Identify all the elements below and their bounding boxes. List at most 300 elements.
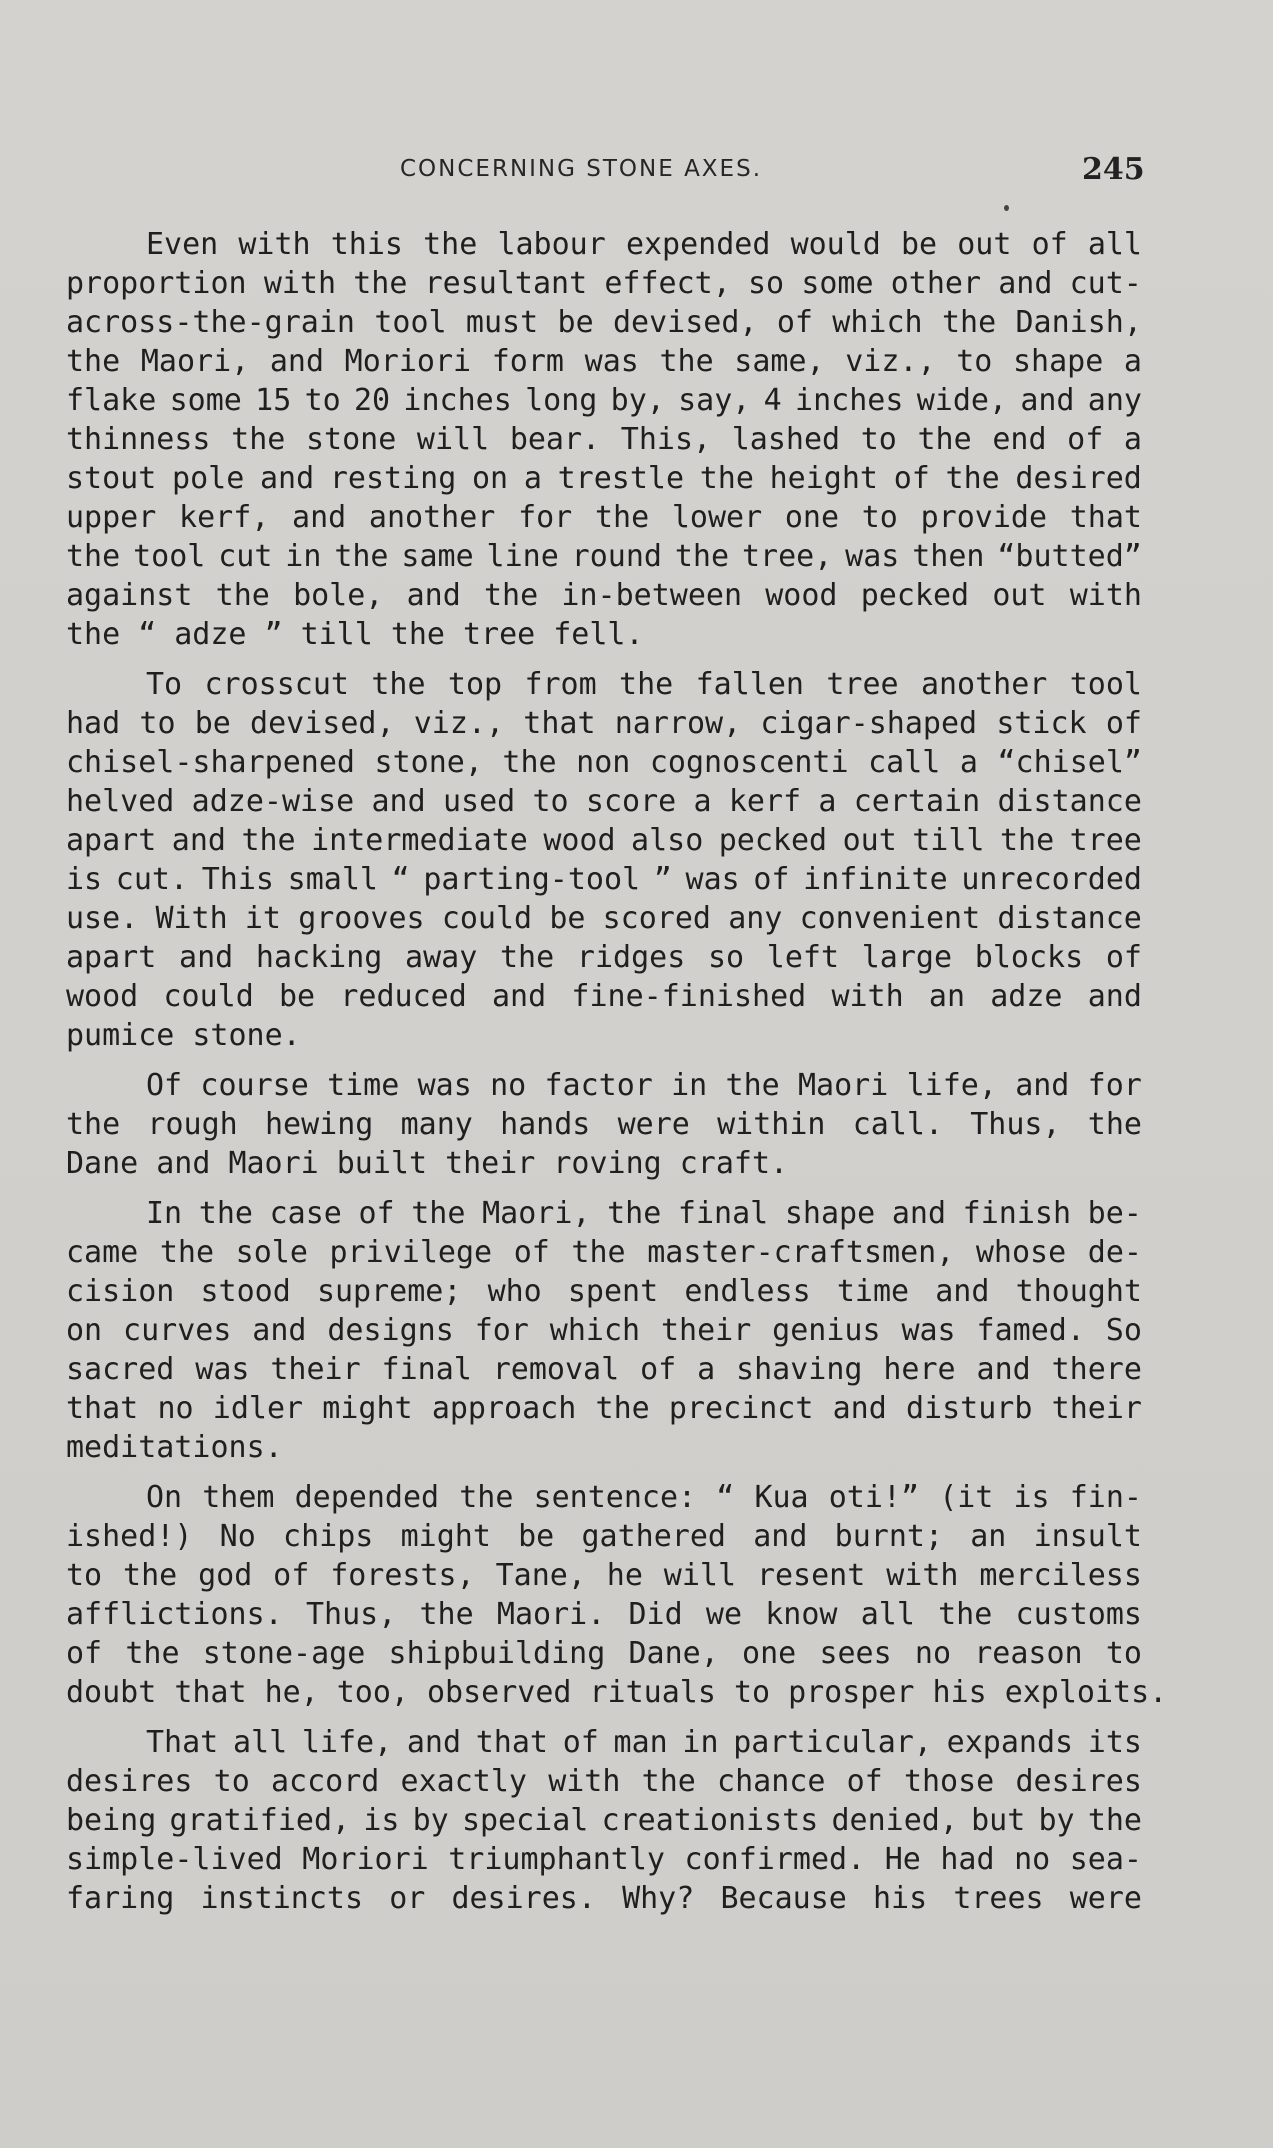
text-line bbox=[66, 1389, 1142, 1428]
word: special bbox=[461, 1803, 589, 1838]
word: the bbox=[66, 344, 121, 379]
text-line bbox=[66, 459, 1142, 498]
word: of bbox=[1105, 706, 1142, 741]
word: the bbox=[66, 539, 121, 574]
word: the bbox=[674, 539, 730, 574]
word: top bbox=[447, 667, 503, 702]
word: might bbox=[400, 1519, 491, 1554]
paragraph bbox=[66, 665, 1142, 1055]
word: of bbox=[753, 862, 790, 897]
paragraph bbox=[66, 1194, 1142, 1467]
word: no bbox=[490, 1068, 527, 1103]
word: tree bbox=[826, 667, 899, 702]
word: precinct bbox=[668, 1391, 814, 1426]
word: “butted” bbox=[997, 539, 1142, 574]
word: some bbox=[169, 383, 242, 418]
word: Maori. bbox=[496, 1597, 606, 1632]
word: could bbox=[441, 901, 533, 936]
word: Dane bbox=[66, 1146, 139, 1181]
text-line bbox=[66, 1840, 1142, 1879]
word: the bbox=[215, 578, 270, 613]
word: crosscut bbox=[204, 667, 349, 702]
text-line bbox=[66, 381, 1142, 420]
text-line bbox=[66, 1428, 1142, 1467]
word: time bbox=[836, 1274, 910, 1309]
word: the bbox=[159, 1235, 215, 1270]
word: call. bbox=[852, 1107, 944, 1142]
word: came bbox=[66, 1235, 139, 1270]
word: also bbox=[631, 823, 704, 858]
word: spent bbox=[567, 1274, 659, 1309]
word: apart bbox=[66, 940, 157, 975]
word: same bbox=[401, 539, 474, 574]
word: tool bbox=[133, 539, 206, 574]
word: that bbox=[66, 1391, 139, 1426]
word: trestle bbox=[557, 461, 685, 496]
word: approach bbox=[431, 1391, 577, 1426]
word: and bbox=[753, 1519, 808, 1554]
word: devised, bbox=[250, 706, 395, 741]
word: a bbox=[697, 1352, 716, 1387]
word: the bbox=[917, 422, 972, 457]
word: by, bbox=[610, 383, 665, 418]
word: customs bbox=[1015, 1597, 1142, 1632]
word: To bbox=[146, 667, 183, 702]
word: to bbox=[66, 1558, 103, 1593]
word: “ bbox=[138, 617, 157, 652]
word: factor bbox=[544, 1068, 653, 1103]
word: bole, bbox=[293, 578, 384, 613]
word: we bbox=[705, 1597, 743, 1632]
word: disturb bbox=[906, 1391, 1033, 1426]
word: any bbox=[728, 901, 783, 936]
word: the bbox=[941, 305, 997, 340]
text-line bbox=[66, 665, 1142, 704]
word: the bbox=[659, 344, 714, 379]
word: he, bbox=[264, 1675, 319, 1710]
word: of bbox=[640, 1352, 677, 1387]
text-line bbox=[66, 743, 1142, 782]
text-line bbox=[66, 782, 1142, 821]
word: stone-age bbox=[202, 1636, 366, 1671]
word: This, bbox=[620, 422, 712, 457]
word: and bbox=[1020, 383, 1075, 418]
word: for bbox=[518, 500, 573, 535]
word: large bbox=[861, 940, 953, 975]
word: gratified, bbox=[169, 1803, 351, 1838]
paragraph bbox=[66, 1478, 1168, 1712]
word: adze-wise bbox=[191, 784, 355, 819]
word: their bbox=[660, 1313, 752, 1348]
word: away bbox=[405, 940, 478, 975]
word: to bbox=[1105, 1636, 1142, 1671]
word: from bbox=[524, 667, 597, 702]
word: in bbox=[285, 539, 322, 574]
text-line bbox=[66, 1762, 1142, 1801]
word: his bbox=[932, 1675, 987, 1710]
word: meditations. bbox=[66, 1430, 283, 1465]
word: no bbox=[914, 1636, 952, 1671]
word: sentence: bbox=[533, 1480, 697, 1515]
word: wide, bbox=[916, 383, 1008, 418]
word: which bbox=[832, 305, 923, 340]
word: the bbox=[619, 667, 674, 702]
word: small bbox=[287, 862, 378, 897]
word: tree, bbox=[741, 539, 833, 574]
word: across-the-grain bbox=[66, 305, 355, 340]
word: the bbox=[594, 500, 650, 535]
word: craft. bbox=[679, 1146, 789, 1181]
word: scored bbox=[602, 901, 711, 936]
word: 4 bbox=[763, 383, 782, 418]
word: was bbox=[584, 344, 639, 379]
word: On bbox=[146, 1480, 183, 1515]
word: Dane, bbox=[628, 1636, 719, 1671]
word: so bbox=[748, 266, 785, 301]
word: resultant bbox=[424, 266, 588, 301]
text-line bbox=[66, 899, 1142, 938]
word: narrow, bbox=[614, 706, 742, 741]
word: course bbox=[200, 1068, 309, 1103]
word: idler bbox=[212, 1391, 304, 1426]
word: all bbox=[1087, 227, 1142, 262]
word: Maori, bbox=[482, 1196, 591, 1231]
word: out bbox=[957, 227, 1012, 262]
word: So bbox=[1105, 1313, 1142, 1348]
word: rough bbox=[147, 1107, 238, 1142]
word: (it bbox=[939, 1480, 994, 1515]
word: be bbox=[901, 227, 938, 262]
word: Maori bbox=[228, 1146, 319, 1181]
word: the bbox=[1087, 1107, 1142, 1142]
word: chance bbox=[717, 1764, 826, 1799]
word: in-between bbox=[561, 578, 743, 613]
word: the bbox=[945, 461, 1000, 496]
word: and bbox=[891, 1196, 947, 1231]
word: desires bbox=[1015, 1764, 1142, 1799]
word: of bbox=[1031, 227, 1068, 262]
word: blocks bbox=[974, 940, 1084, 975]
word: wood bbox=[66, 979, 139, 1014]
word: resting bbox=[329, 461, 457, 496]
word: viz., bbox=[845, 344, 936, 379]
word: and bbox=[269, 344, 325, 379]
word: there bbox=[1051, 1352, 1142, 1387]
word: gathered bbox=[581, 1519, 726, 1554]
body-text bbox=[66, 225, 1168, 1929]
word: ished!) bbox=[66, 1519, 193, 1554]
word: shape bbox=[1012, 344, 1104, 379]
word: round bbox=[571, 539, 662, 574]
word: some bbox=[801, 266, 874, 301]
word: and bbox=[156, 1146, 211, 1181]
word: his bbox=[873, 1881, 928, 1916]
word: master-craftsmen, bbox=[647, 1235, 955, 1270]
word: no bbox=[157, 1391, 194, 1426]
word: within bbox=[717, 1107, 826, 1142]
word: curves bbox=[123, 1313, 232, 1348]
word: de- bbox=[1087, 1235, 1142, 1270]
word: and bbox=[832, 1391, 887, 1426]
word: will bbox=[416, 422, 490, 457]
word: in bbox=[671, 1068, 708, 1103]
word: another bbox=[368, 500, 496, 535]
text-line bbox=[66, 615, 1142, 654]
word: was bbox=[845, 539, 900, 574]
word: forests, bbox=[330, 1558, 475, 1593]
word: tool bbox=[374, 305, 447, 340]
word: supreme; bbox=[316, 1274, 462, 1309]
word: famed. bbox=[976, 1313, 1085, 1348]
word: all bbox=[860, 1597, 915, 1632]
word: with bbox=[831, 979, 904, 1014]
word: the bbox=[423, 227, 478, 262]
word: wood bbox=[765, 578, 838, 613]
paragraph bbox=[66, 1723, 1142, 1918]
word: out bbox=[842, 823, 897, 858]
word: be bbox=[279, 979, 316, 1014]
word: ridges bbox=[576, 940, 686, 975]
word: roving bbox=[553, 1146, 662, 1181]
word: adze bbox=[174, 617, 247, 652]
text-line bbox=[66, 1673, 1168, 1712]
word: “ bbox=[716, 1480, 735, 1515]
word: the bbox=[390, 617, 445, 652]
word: exactly bbox=[400, 1764, 527, 1799]
word: and bbox=[1015, 1068, 1070, 1103]
text-line bbox=[66, 1801, 1142, 1840]
word: Thus, bbox=[970, 1107, 1061, 1142]
running-head bbox=[0, 152, 1273, 196]
word: Tane, bbox=[495, 1558, 586, 1593]
word: of bbox=[893, 461, 930, 496]
text-line bbox=[66, 1723, 1142, 1762]
word: might bbox=[322, 1391, 413, 1426]
word: Kua bbox=[754, 1480, 809, 1515]
word: parting-tool bbox=[423, 862, 641, 897]
text-line bbox=[66, 860, 1142, 899]
text-line bbox=[66, 303, 1142, 342]
word: tree bbox=[463, 617, 536, 652]
word: who bbox=[487, 1274, 542, 1309]
word: were bbox=[617, 1107, 690, 1142]
word: certain bbox=[853, 784, 981, 819]
word: fine-finished bbox=[571, 979, 807, 1014]
word: He bbox=[884, 1842, 921, 1877]
word: denied, bbox=[831, 1803, 958, 1838]
word: to bbox=[304, 383, 341, 418]
word: rituals bbox=[589, 1675, 716, 1710]
text-line bbox=[66, 704, 1142, 743]
word: the bbox=[571, 1235, 626, 1270]
word: with bbox=[886, 1558, 959, 1593]
word: life, bbox=[906, 1068, 997, 1103]
word: was bbox=[417, 1068, 472, 1103]
word: the bbox=[411, 1196, 466, 1231]
word: wood bbox=[543, 823, 616, 858]
word: out bbox=[992, 578, 1047, 613]
word: fallen bbox=[695, 667, 804, 702]
word: and bbox=[252, 1313, 307, 1348]
word: finish bbox=[962, 1196, 1072, 1231]
word: “ bbox=[391, 862, 410, 897]
word: cut bbox=[218, 539, 273, 574]
word: ” bbox=[653, 862, 672, 897]
word: an bbox=[970, 1519, 1007, 1554]
word: labour bbox=[497, 227, 606, 262]
word: had bbox=[940, 1842, 995, 1877]
word: shaving bbox=[736, 1352, 863, 1387]
text-line bbox=[66, 1350, 1142, 1389]
text-line bbox=[66, 1478, 1142, 1517]
word: the bbox=[241, 823, 296, 858]
word: to bbox=[861, 500, 898, 535]
word: case bbox=[269, 1196, 342, 1231]
word: sacred bbox=[66, 1352, 175, 1387]
word: score bbox=[585, 784, 677, 819]
word: against bbox=[66, 578, 193, 613]
word: genius bbox=[772, 1313, 881, 1348]
word: kerf, bbox=[179, 500, 270, 535]
word: for bbox=[1087, 1068, 1142, 1103]
word: with bbox=[263, 266, 337, 301]
text-line bbox=[66, 225, 1142, 264]
word: of bbox=[513, 1235, 550, 1270]
word: pecked bbox=[860, 578, 970, 613]
word: must bbox=[465, 305, 539, 340]
word: particular, bbox=[733, 1725, 932, 1760]
word: Because bbox=[720, 1881, 847, 1916]
word: then bbox=[912, 539, 985, 574]
word: “chisel” bbox=[997, 745, 1142, 780]
word: fin- bbox=[1069, 1480, 1142, 1515]
word: intermediate bbox=[311, 823, 528, 858]
word: pecked bbox=[718, 823, 828, 858]
word: to bbox=[213, 1764, 250, 1799]
word: left bbox=[766, 940, 840, 975]
word: form bbox=[491, 344, 564, 379]
word: in bbox=[682, 1725, 719, 1760]
word: same, bbox=[734, 344, 825, 379]
word: was bbox=[901, 1313, 956, 1348]
text-line bbox=[66, 1879, 1142, 1918]
word: and bbox=[998, 266, 1053, 301]
word: or bbox=[389, 1881, 426, 1916]
word: be bbox=[557, 305, 594, 340]
word: removal bbox=[492, 1352, 620, 1387]
word: to bbox=[532, 784, 569, 819]
word: of bbox=[358, 1196, 395, 1231]
word: confirmed. bbox=[684, 1842, 866, 1877]
paragraph bbox=[66, 1066, 1142, 1183]
word: devised, bbox=[612, 305, 758, 340]
word: endless bbox=[684, 1274, 811, 1309]
word: chips bbox=[283, 1519, 374, 1554]
word: stone. bbox=[192, 1018, 301, 1053]
word: time bbox=[327, 1068, 400, 1103]
text-line bbox=[66, 1233, 1142, 1272]
word: a bbox=[1123, 344, 1142, 379]
text-line bbox=[66, 938, 1142, 977]
word: their bbox=[270, 1352, 361, 1387]
word: lower bbox=[671, 500, 763, 535]
word: another bbox=[920, 667, 1048, 702]
word: and bbox=[171, 823, 226, 858]
word: of bbox=[562, 1725, 599, 1760]
word: to bbox=[956, 344, 993, 379]
word: the bbox=[371, 667, 426, 702]
word: tree bbox=[1069, 823, 1142, 858]
word: pumice bbox=[66, 1018, 175, 1053]
word: the bbox=[66, 617, 121, 652]
word: a bbox=[523, 461, 542, 496]
word: reduced bbox=[340, 979, 467, 1014]
word: creationists bbox=[601, 1803, 819, 1838]
word: and bbox=[371, 784, 426, 819]
word: helved bbox=[66, 784, 175, 819]
word: the bbox=[500, 940, 555, 975]
word: afflictions. bbox=[66, 1597, 283, 1632]
word: final bbox=[677, 1196, 769, 1231]
text-line bbox=[66, 1556, 1142, 1595]
paragraph bbox=[66, 225, 1142, 654]
word: the bbox=[125, 1636, 180, 1671]
word: with bbox=[1069, 578, 1142, 613]
word: line bbox=[486, 539, 559, 574]
word: to bbox=[860, 422, 897, 457]
word: cut- bbox=[1069, 266, 1142, 301]
word: upper bbox=[66, 500, 157, 535]
word: for bbox=[474, 1313, 529, 1348]
word: that bbox=[475, 1725, 548, 1760]
text-line bbox=[66, 1105, 1142, 1144]
word: the bbox=[938, 1597, 993, 1632]
word: a bbox=[818, 784, 837, 819]
word: one bbox=[742, 1636, 797, 1671]
word: the bbox=[502, 745, 557, 780]
word: 20 bbox=[354, 383, 391, 418]
word: ” bbox=[264, 617, 283, 652]
word: was bbox=[195, 1352, 250, 1387]
word: it bbox=[244, 901, 281, 936]
word: shape bbox=[784, 1196, 876, 1231]
word: chisel-sharpened bbox=[66, 745, 355, 780]
word: adze bbox=[990, 979, 1063, 1014]
word: will bbox=[663, 1558, 737, 1593]
word: sole bbox=[235, 1235, 308, 1270]
word: sees bbox=[819, 1636, 892, 1671]
word: and bbox=[492, 979, 547, 1014]
text-line bbox=[66, 537, 1142, 576]
word: to bbox=[733, 1675, 771, 1710]
word: tool bbox=[1069, 667, 1142, 702]
word: the bbox=[699, 461, 754, 496]
page-number: 245 bbox=[1082, 152, 1145, 187]
word: cut. bbox=[115, 862, 189, 897]
word: the bbox=[334, 539, 389, 574]
word: stone, bbox=[374, 745, 483, 780]
word: their bbox=[1051, 1391, 1142, 1426]
text-line bbox=[66, 821, 1142, 860]
word: know bbox=[765, 1597, 838, 1632]
word: of bbox=[273, 1558, 310, 1593]
word: is bbox=[363, 1803, 400, 1838]
word: would bbox=[790, 227, 881, 262]
word: inches bbox=[403, 383, 512, 418]
word: stout bbox=[66, 461, 157, 496]
word: and bbox=[406, 1725, 462, 1760]
word: any bbox=[1087, 383, 1142, 418]
